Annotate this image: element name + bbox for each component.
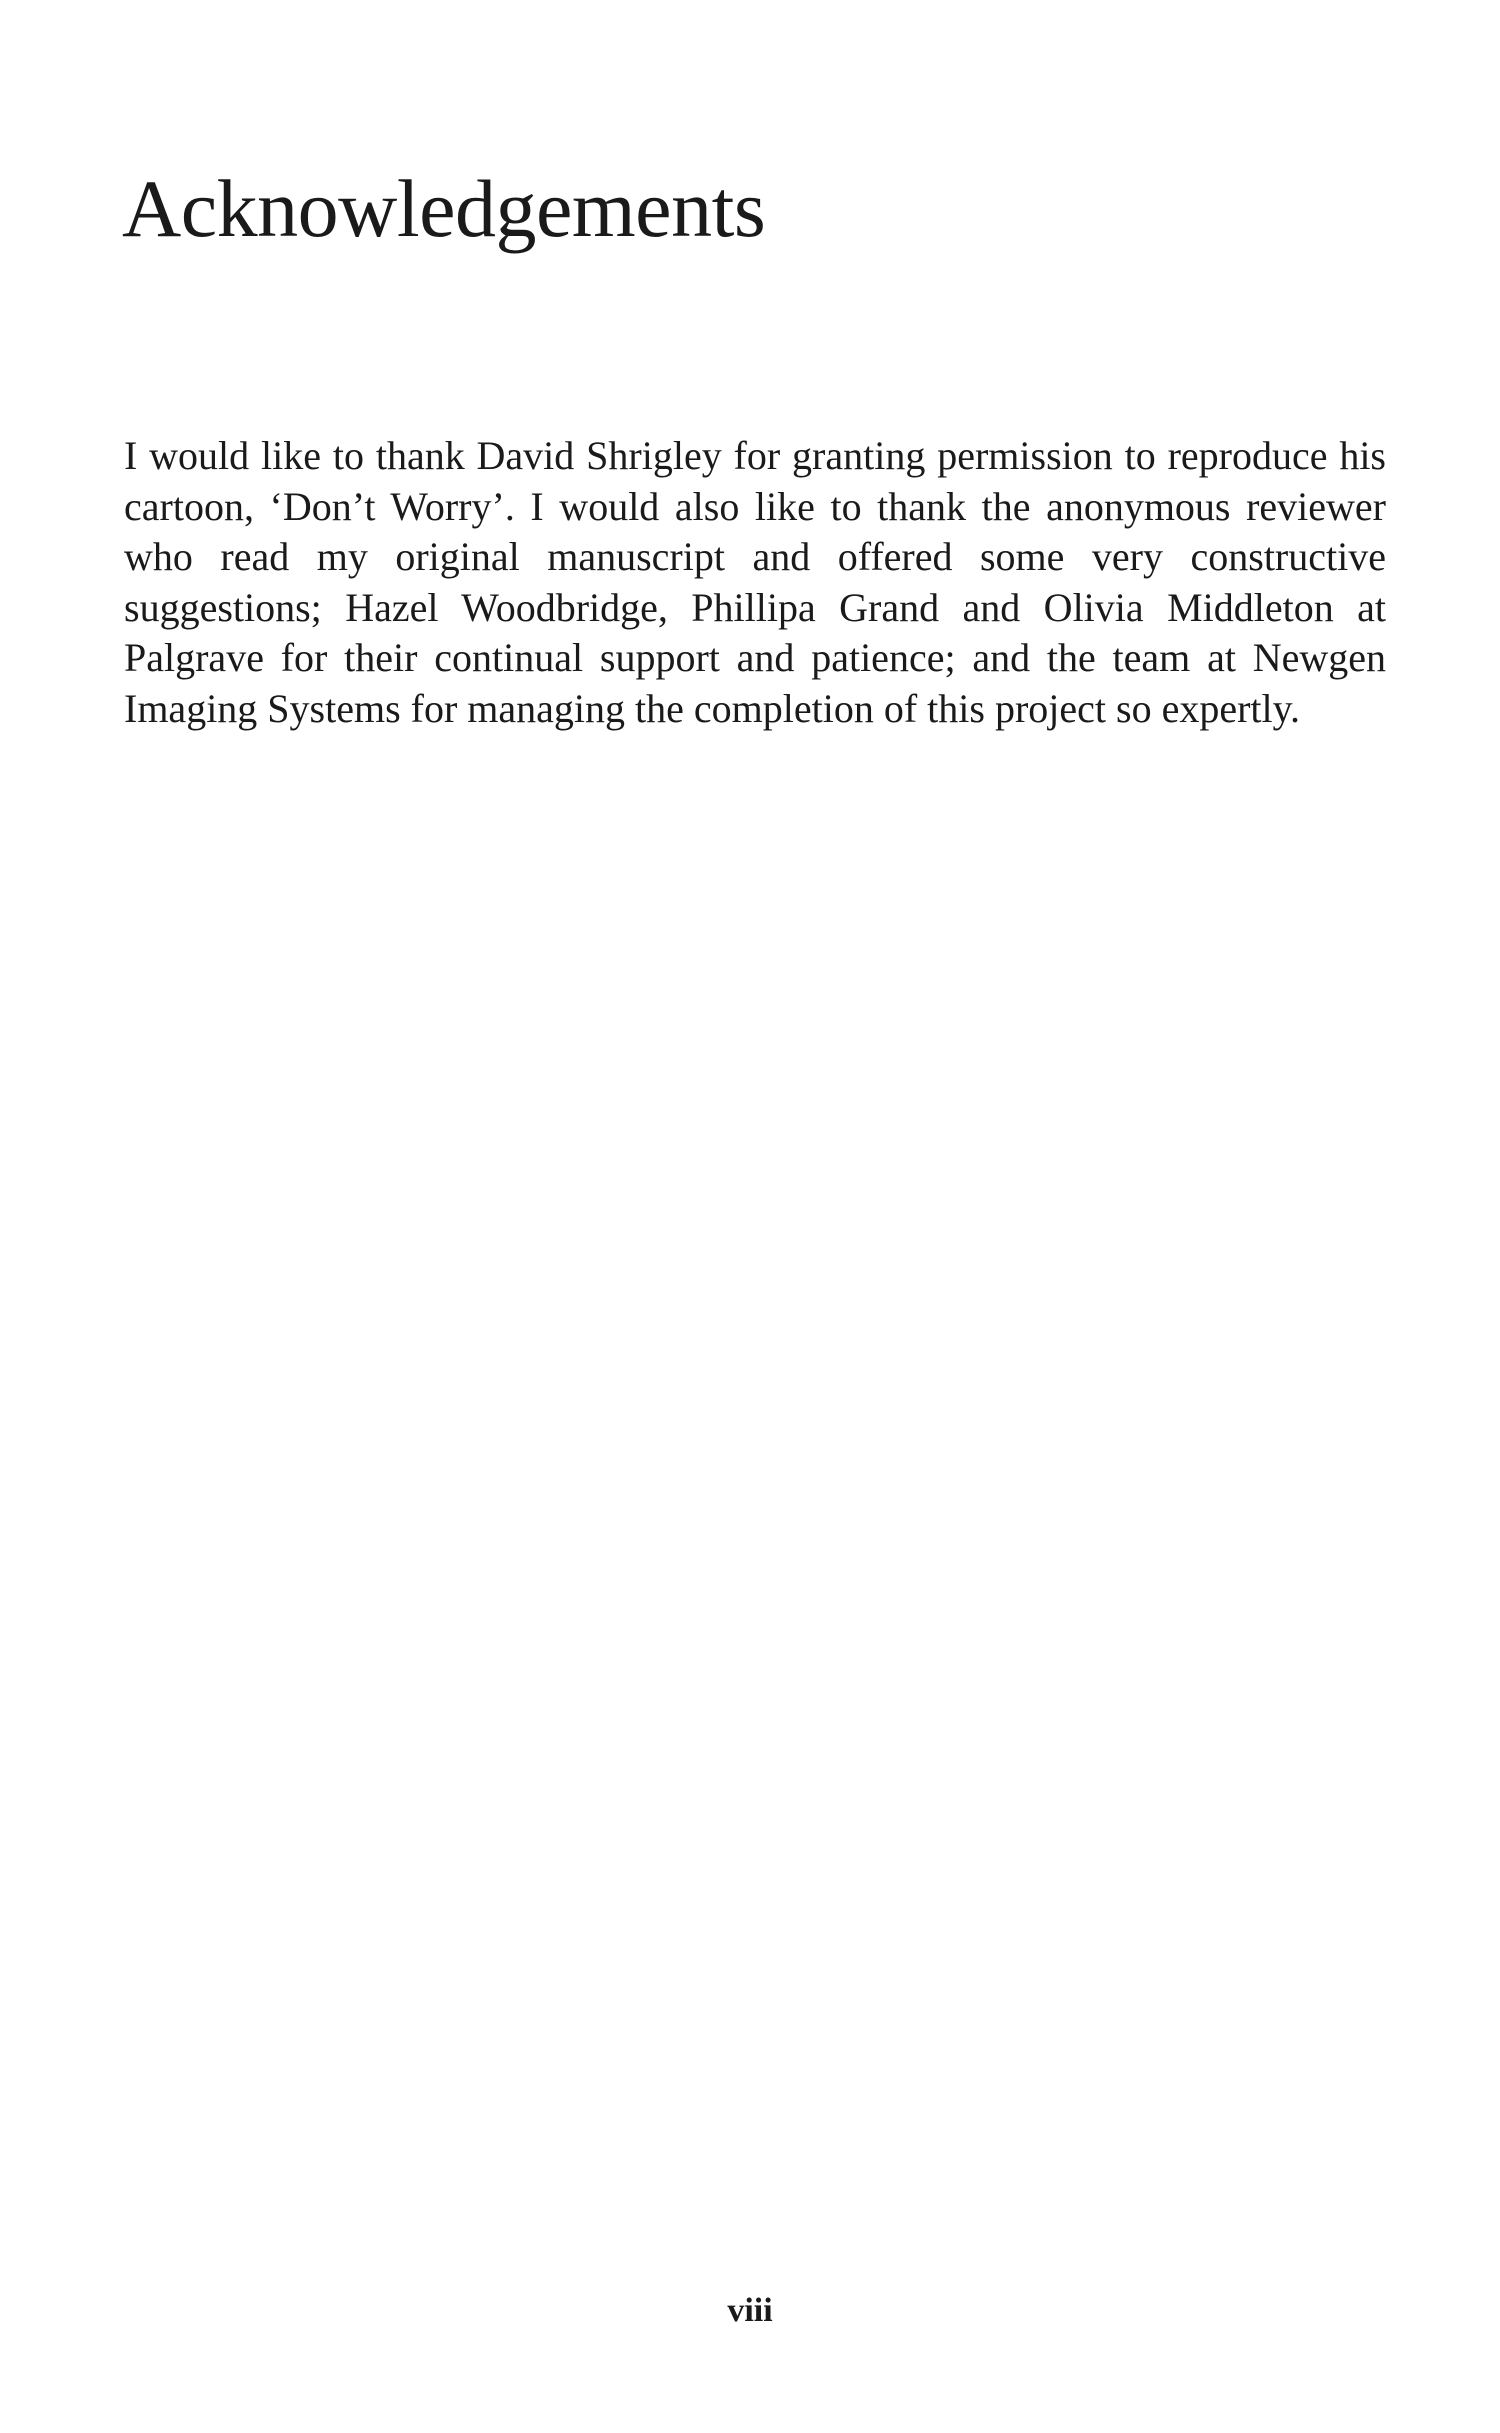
page-title: Acknowledgements [122, 163, 766, 254]
acknowledgements-paragraph: I would like to thank David Shrigley for granting permission to reproduce his cartoon, ‘Don’t Worry’. I would also like to thank the anonymous reviewer who read my original manuscript and offered some very constructive suggestions; Hazel Woodbridge, Phillipa Grand and Olivia Middleton at Palgrave for their continual support and patience; and the team at Newgen Imaging Systems for managing the completion of this project so expertly. [124, 433, 1386, 731]
page-number: viii [727, 2292, 773, 2329]
